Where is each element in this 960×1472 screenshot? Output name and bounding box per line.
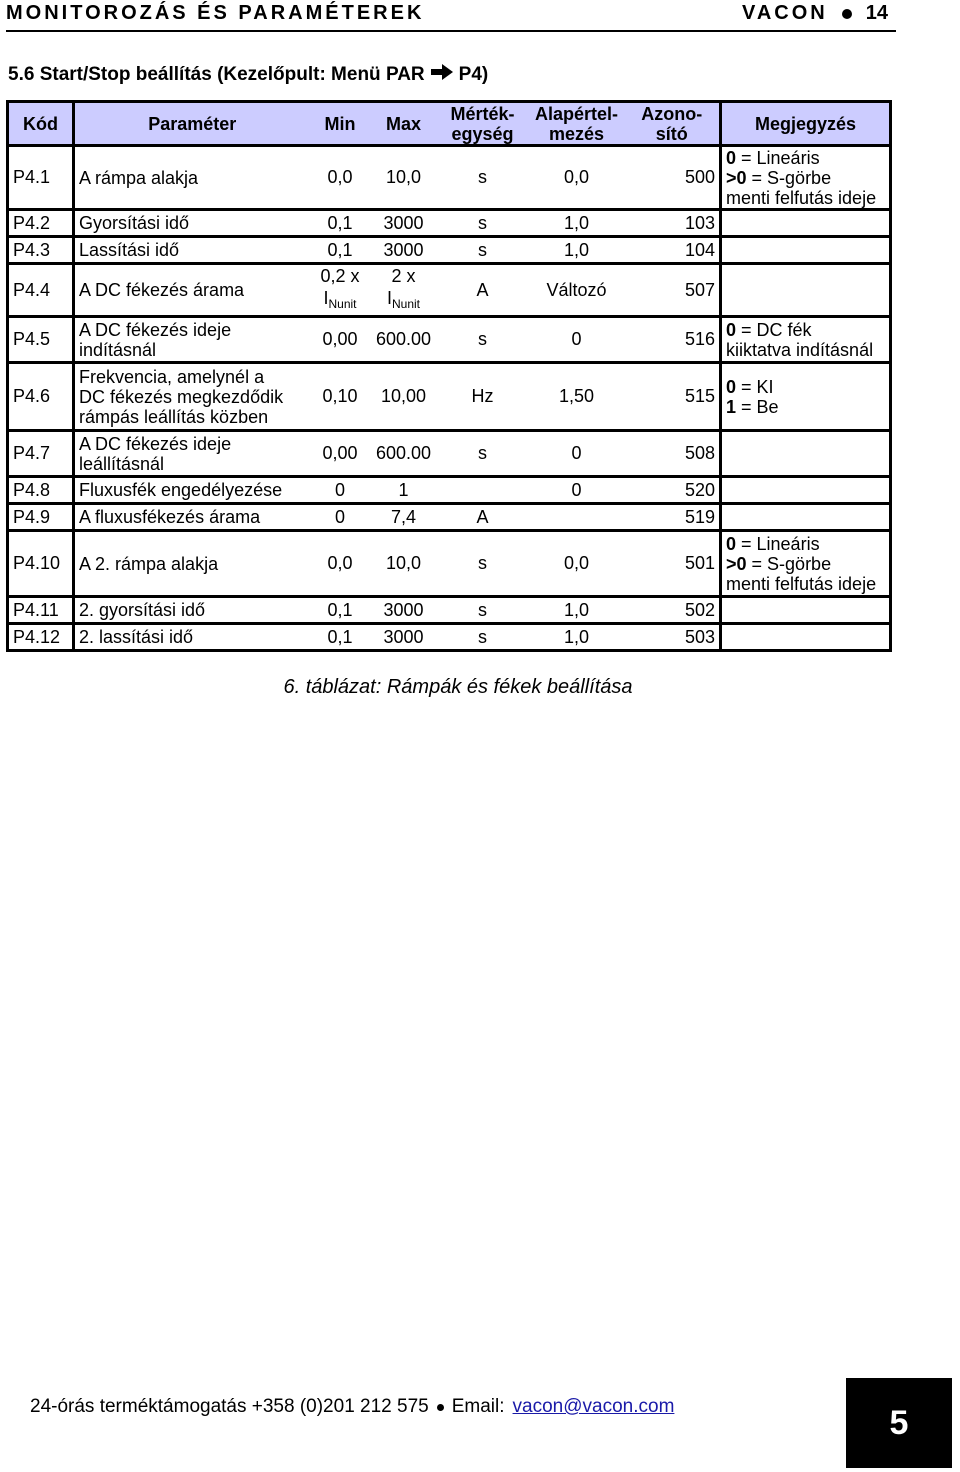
row-default: 1,0 (529, 210, 625, 237)
min-current: $I_{Nunit}$ (323, 288, 357, 311)
page-number: 14 (865, 2, 888, 24)
row-code: P4.11 (8, 597, 74, 624)
row-max: 7,4 (371, 504, 437, 531)
row-min: 0,0 (310, 531, 371, 597)
note-line: 0 = KI (726, 376, 774, 397)
note-line: >0 = S-görbe (726, 167, 832, 188)
note-line: 0 = DC fék (726, 319, 812, 340)
row-min: 0,1 (310, 237, 371, 264)
max-factor: 2 x (391, 266, 416, 286)
row-parameter: A rámpa alakja (74, 146, 310, 210)
table-row (8, 210, 891, 237)
table-row (8, 431, 891, 477)
note-line: 0 = Lineáris (726, 533, 820, 554)
row-min: 0,1 (310, 210, 371, 237)
max-current: $I_{Nunit}$ (386, 288, 421, 311)
row-note (721, 531, 891, 597)
table-row (8, 363, 891, 431)
row-unit: A (437, 264, 529, 317)
row-note (721, 597, 891, 624)
row-default: 0 (529, 477, 625, 504)
table-row (8, 237, 891, 264)
support-text: 24-órás terméktámogatás +358 (0)201 212 575 (30, 1396, 429, 1417)
row-unit: s (437, 317, 529, 363)
row-id: 516 (625, 317, 721, 363)
row-note (721, 237, 891, 264)
row-max: 3000 (371, 624, 437, 651)
note-line: 0 = Lineáris (726, 147, 820, 168)
row-parameter: A DC fékezés árama (74, 264, 310, 317)
row-max: 3000 (371, 597, 437, 624)
note-line: menti felfutás ideje (726, 573, 877, 594)
row-code: P4.6 (8, 363, 74, 431)
row-note (721, 431, 891, 477)
row-id: 104 (625, 237, 721, 264)
row-min (310, 264, 371, 317)
row-min: 0,00 (310, 431, 371, 477)
bullet-icon (437, 1404, 444, 1411)
row-default: 0,0 (529, 146, 625, 210)
email-label: Email: (451, 1396, 505, 1417)
row-default: 1,0 (529, 597, 625, 624)
column-header: Max (371, 102, 437, 146)
row-max: 3000 (371, 210, 437, 237)
row-unit (437, 477, 529, 504)
table-row (8, 531, 891, 597)
row-id: 503 (625, 624, 721, 651)
row-id: 520 (625, 477, 721, 504)
row-code: P4.4 (8, 264, 74, 317)
page-header (6, 0, 896, 32)
row-code: P4.9 (8, 504, 74, 531)
table-row (8, 477, 891, 504)
column-header: Min (310, 102, 371, 146)
row-unit: s (437, 237, 529, 264)
row-code: P4.12 (8, 624, 74, 651)
column-header: Mérték-egység (437, 102, 529, 146)
section-title-suffix: P4) (458, 64, 489, 85)
note-line: menti felfutás ideje (726, 187, 877, 208)
row-parameter: Gyorsítási idő (74, 210, 310, 237)
row-note (721, 624, 891, 651)
row-max: 600.00 (371, 431, 437, 477)
row-min: 0 (310, 477, 371, 504)
column-header: Megjegyzés (721, 102, 891, 146)
row-parameter: A 2. rámpa alakja (74, 531, 310, 597)
row-id: 502 (625, 597, 721, 624)
row-min: 0,00 (310, 317, 371, 363)
row-note (721, 264, 891, 317)
section-title (8, 64, 488, 86)
row-code: P4.1 (8, 146, 74, 210)
row-unit: s (437, 210, 529, 237)
header-right (742, 2, 888, 25)
row-default: 1,0 (529, 624, 625, 651)
row-unit: s (437, 431, 529, 477)
column-header: Alapértel-mezés (529, 102, 625, 146)
row-id: 500 (625, 146, 721, 210)
section-title-text: 5.6 Start/Stop beállítás (Kezelőpult: Menü PAR (8, 64, 425, 85)
row-unit: s (437, 531, 529, 597)
row-id: 501 (625, 531, 721, 597)
row-note (721, 477, 891, 504)
row-unit: s (437, 597, 529, 624)
table-row (8, 146, 891, 210)
row-unit: s (437, 146, 529, 210)
row-code: P4.8 (8, 477, 74, 504)
brand-name: VACON (742, 2, 828, 24)
row-default: 0 (529, 431, 625, 477)
row-id: 507 (625, 264, 721, 317)
row-parameter: A DC fékezés ideje leállításnál (74, 431, 310, 477)
row-max (371, 264, 437, 317)
row-unit: s (437, 624, 529, 651)
row-parameter: A fluxusfékezés árama (74, 504, 310, 531)
column-header: Azono-sító (625, 102, 721, 146)
row-code: P4.7 (8, 431, 74, 477)
page-footer (30, 1396, 674, 1418)
min-factor: 0,2 x (320, 266, 360, 286)
row-default: 1,50 (529, 363, 625, 431)
row-max: 600.00 (371, 317, 437, 363)
bullet-icon (842, 9, 852, 19)
column-header: Kód (8, 102, 74, 146)
row-max: 10,0 (371, 146, 437, 210)
row-min: 0,1 (310, 597, 371, 624)
row-id: 508 (625, 431, 721, 477)
row-default: 0 (529, 317, 625, 363)
row-code: P4.5 (8, 317, 74, 363)
table-header-row (8, 102, 891, 146)
row-default (529, 504, 625, 531)
row-note (721, 504, 891, 531)
row-max: 3000 (371, 237, 437, 264)
row-min: 0 (310, 504, 371, 531)
row-default: 0,0 (529, 531, 625, 597)
row-note (721, 210, 891, 237)
header-title: MONITOROZÁS ÉS PARAMÉTEREK (6, 2, 425, 24)
row-note (721, 317, 891, 363)
row-note (721, 363, 891, 431)
chapter-badge: 5 (846, 1378, 952, 1468)
row-max: 10,0 (371, 531, 437, 597)
table-row (8, 317, 891, 363)
row-default: Változó (529, 264, 625, 317)
row-parameter: Lassítási idő (74, 237, 310, 264)
row-id: 519 (625, 504, 721, 531)
bold-right-arrow-icon (431, 64, 453, 86)
row-parameter: 2. gyorsítási idő (74, 597, 310, 624)
table-row (8, 597, 891, 624)
column-header: Paraméter (74, 102, 310, 146)
row-id: 515 (625, 363, 721, 431)
row-code: P4.2 (8, 210, 74, 237)
row-code: P4.3 (8, 237, 74, 264)
row-unit: Hz (437, 363, 529, 431)
note-line: kiiktatva indításnál (726, 339, 874, 360)
row-parameter: 2. lassítási idő (74, 624, 310, 651)
table-row (8, 624, 891, 651)
row-id: 103 (625, 210, 721, 237)
note-line: >0 = S-görbe (726, 553, 832, 574)
email-link[interactable]: vacon@vacon.com (512, 1396, 675, 1417)
row-unit: A (437, 504, 529, 531)
note-line: 1 = Be (726, 396, 779, 417)
row-min: 0,10 (310, 363, 371, 431)
row-min: 0,1 (310, 624, 371, 651)
table-caption: 6. táblázat: Rámpák és fékek beállítása (283, 676, 633, 698)
table-row (8, 264, 891, 317)
row-max: 1 (371, 477, 437, 504)
row-default: 1,0 (529, 237, 625, 264)
row-min: 0,0 (310, 146, 371, 210)
row-code: P4.10 (8, 531, 74, 597)
row-max: 10,00 (371, 363, 437, 431)
row-parameter: A DC fékezés ideje indításnál (74, 317, 310, 363)
row-parameter: Fluxusfék engedélyezése (74, 477, 310, 504)
row-parameter: Frekvencia, amelynél a DC fékezés megkezdődik rámpás leállítás közben (74, 363, 310, 431)
parameter-table (6, 100, 892, 652)
row-note (721, 146, 891, 210)
table-row (8, 504, 891, 531)
